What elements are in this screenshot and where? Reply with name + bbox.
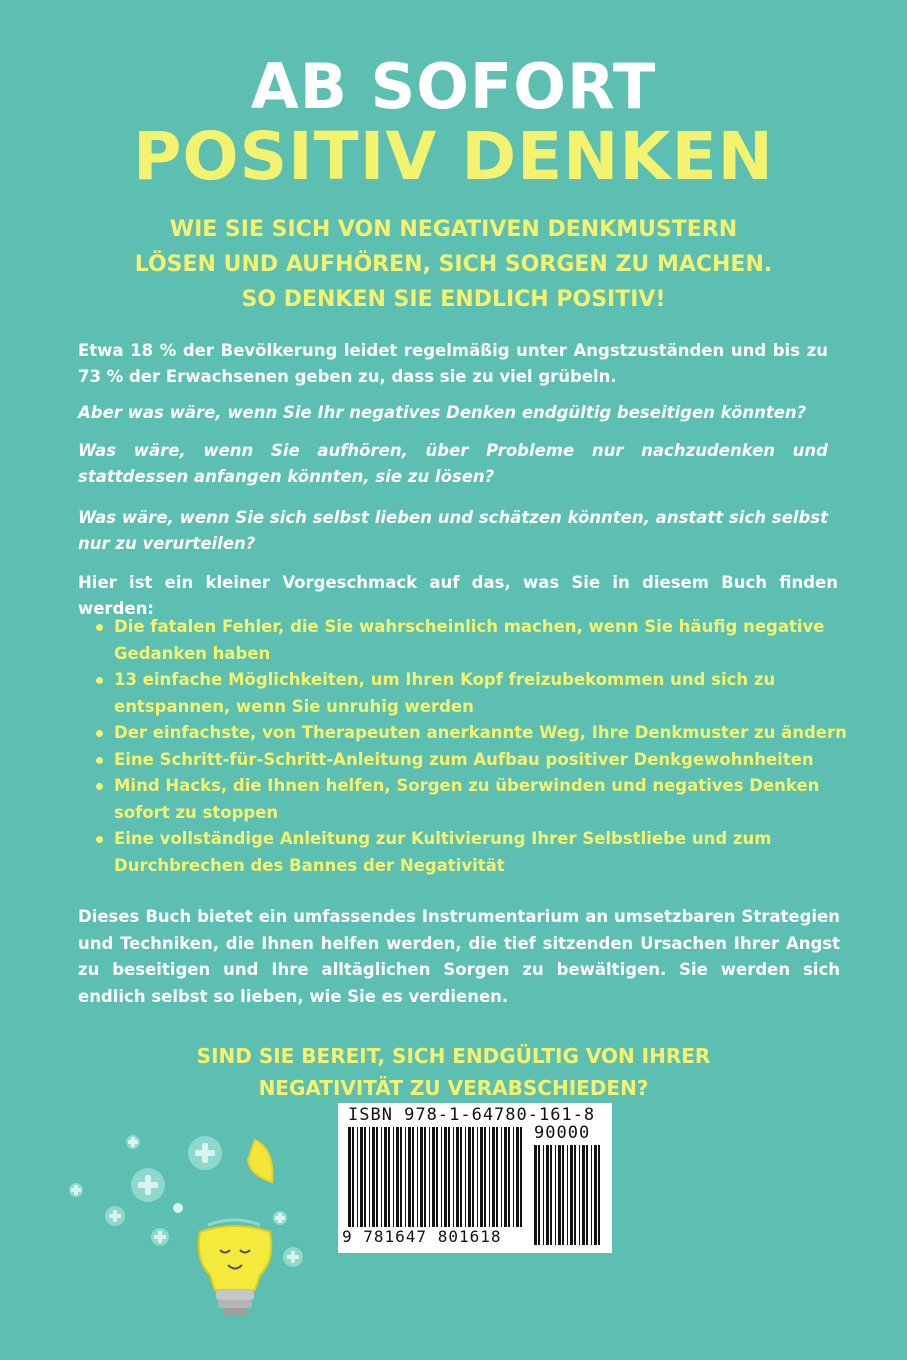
barcode-bars <box>348 1127 523 1227</box>
barcode-bar <box>484 1127 486 1227</box>
barcode-bar <box>472 1127 474 1227</box>
teaser-paragraph: Hier ist ein kleiner Vorgeschmack auf das, was Sie in diesem Buch finden werden: <box>78 573 838 618</box>
cta-line: SIND SIE BEREIT, SICH ENDGÜLTIG VON IHRER <box>196 1044 711 1068</box>
barcode-bar <box>420 1127 423 1227</box>
barcode-bar <box>570 1145 573 1245</box>
barcode-bar <box>357 1127 358 1227</box>
question-1: Aber was wäre, wenn Sie Ihr negatives Denken endgültig beseitigen könnten? <box>78 403 807 422</box>
closing-paragraph: Dieses Buch bietet ein umfassendes Instrumentarium an umsetzbaren Strategien und Techniken, die Ihnen helfen werden, die tief sitzenden Ursachen Ihrer Angst zu beseitigen und Ihre alltäglichen Sorgen zu bewältigen. Sie werden sich endlich selbst so lieben, wie Sie es verdienen. <box>78 907 840 1006</box>
barcode-bar <box>405 1127 406 1227</box>
barcode-bar <box>513 1127 514 1227</box>
question-2: Was wäre, wenn Sie aufhören, über Probleme nur nachzudenken und stattdessen anfangen könnten, sie zu lösen? <box>78 441 828 486</box>
barcode-bar <box>456 1127 459 1227</box>
barcode-bar <box>504 1127 507 1227</box>
addon-bars <box>534 1145 604 1245</box>
lightbulb-icon <box>60 1120 330 1320</box>
list-item: Eine Schritt-für-Schritt-Anleitung zum Aufbau positiver Denkgewohnheiten <box>96 747 866 774</box>
barcode-bar <box>453 1127 454 1227</box>
intro-paragraph: Etwa 18 % der Bevölkerung leidet regelmäßig unter Angstzuständen und bis zu 73 % der Erwachsenen geben zu, dass sie zu viel grübeln. <box>78 341 828 386</box>
barcode-bar <box>417 1127 418 1227</box>
barcode-bar <box>567 1145 568 1245</box>
barcode-bar <box>429 1127 430 1227</box>
barcode-bar <box>496 1127 498 1227</box>
barcode-bar <box>562 1145 564 1245</box>
barcode-bar <box>501 1127 502 1227</box>
barcode-bar <box>574 1145 576 1245</box>
barcode-bar <box>369 1127 370 1227</box>
cta-line: NEGATIVITÄT ZU VERABSCHIEDEN? <box>258 1076 649 1100</box>
subtitle-line: WIE SIE SICH VON NEGATIVEN DENKMUSTERN <box>169 217 738 242</box>
question-3: Was wäre, wenn Sie sich selbst lieben und schätzen könnten, anstatt sich selbst nur zu verurteilen? <box>78 508 828 553</box>
barcode-bar <box>543 1145 544 1245</box>
barcode-bar <box>465 1127 466 1227</box>
title-line-2: POSITIV DENKEN <box>133 118 774 195</box>
subtitle-line: SO DENKEN SIE ENDLICH POSITIV! <box>241 287 666 312</box>
barcode-bar <box>424 1127 426 1227</box>
barcode-bar <box>412 1127 414 1227</box>
barcode-bar <box>460 1127 462 1227</box>
barcode-bar <box>364 1127 366 1227</box>
barcode-bar <box>384 1127 387 1227</box>
barcode-bar <box>360 1127 363 1227</box>
barcode-bar <box>582 1145 585 1245</box>
barcode-bar <box>444 1127 447 1227</box>
subtitle <box>60 212 847 317</box>
barcode-bar <box>381 1127 382 1227</box>
list-item: Mind Hacks, die Ihnen helfen, Sorgen zu überwinden und negatives Denken sofort zu stoppen <box>96 773 866 826</box>
barcode-bar <box>520 1127 522 1227</box>
isbn-label: ISBN 978-1-64780-161-8 <box>348 1105 596 1125</box>
barcode-bar <box>598 1145 600 1245</box>
title-line-1: AB SOFORT <box>250 50 657 123</box>
barcode-bar <box>586 1145 588 1245</box>
barcode-bar <box>555 1145 556 1245</box>
barcode-bar <box>550 1145 552 1245</box>
list-item: Eine vollständige Anleitung zur Kultivierung Ihrer Selbstliebe und zum Durchbrechen des Bannes der Negativität <box>96 826 866 879</box>
barcode-bar <box>432 1127 435 1227</box>
barcode-bar <box>558 1145 561 1245</box>
barcode-bar <box>546 1145 549 1245</box>
barcode-bar <box>448 1127 450 1227</box>
subtitle-line: LÖSEN UND AUFHÖREN, SICH SORGEN ZU MACHEN. <box>134 252 773 277</box>
barcode-bar <box>388 1127 390 1227</box>
barcode-bar <box>489 1127 490 1227</box>
list-item: Die fatalen Fehler, die Sie wahrscheinlich machen, wenn Sie häufig negative Gedanken haben <box>96 614 866 667</box>
list-item: 13 einfache Möglichkeiten, um Ihren Kopf freizubekommen und sich zu entspannen, wenn Sie unruhig werden <box>96 667 866 720</box>
barcode-bar <box>591 1145 592 1245</box>
barcode-bar <box>468 1127 471 1227</box>
barcode-bar <box>492 1127 495 1227</box>
barcode-bar <box>352 1127 354 1227</box>
barcode-bar <box>436 1127 438 1227</box>
barcode-bar <box>594 1145 597 1245</box>
barcode-bar <box>534 1145 537 1245</box>
price-code: 90000 <box>534 1123 591 1143</box>
ean-digits: 9 781647 801618 <box>342 1227 502 1246</box>
barcode-bar <box>396 1127 399 1227</box>
barcode-bar <box>477 1127 478 1227</box>
barcode-bar <box>348 1127 351 1227</box>
barcode-bar <box>408 1127 411 1227</box>
barcode-bar <box>480 1127 483 1227</box>
barcode-bar <box>538 1145 540 1245</box>
barcode-bar <box>393 1127 394 1227</box>
barcode <box>338 1103 612 1253</box>
list-item: Der einfachste, von Therapeuten anerkannte Weg, Ihre Denkmuster zu ändern <box>96 720 866 747</box>
barcode-bar <box>508 1127 510 1227</box>
barcode-bar <box>400 1127 402 1227</box>
barcode-bar <box>441 1127 442 1227</box>
barcode-bar <box>579 1145 580 1245</box>
call-to-action <box>100 1040 807 1104</box>
barcode-bar <box>376 1127 378 1227</box>
barcode-bar <box>516 1127 519 1227</box>
feature-list <box>96 614 866 879</box>
barcode-bar <box>372 1127 375 1227</box>
